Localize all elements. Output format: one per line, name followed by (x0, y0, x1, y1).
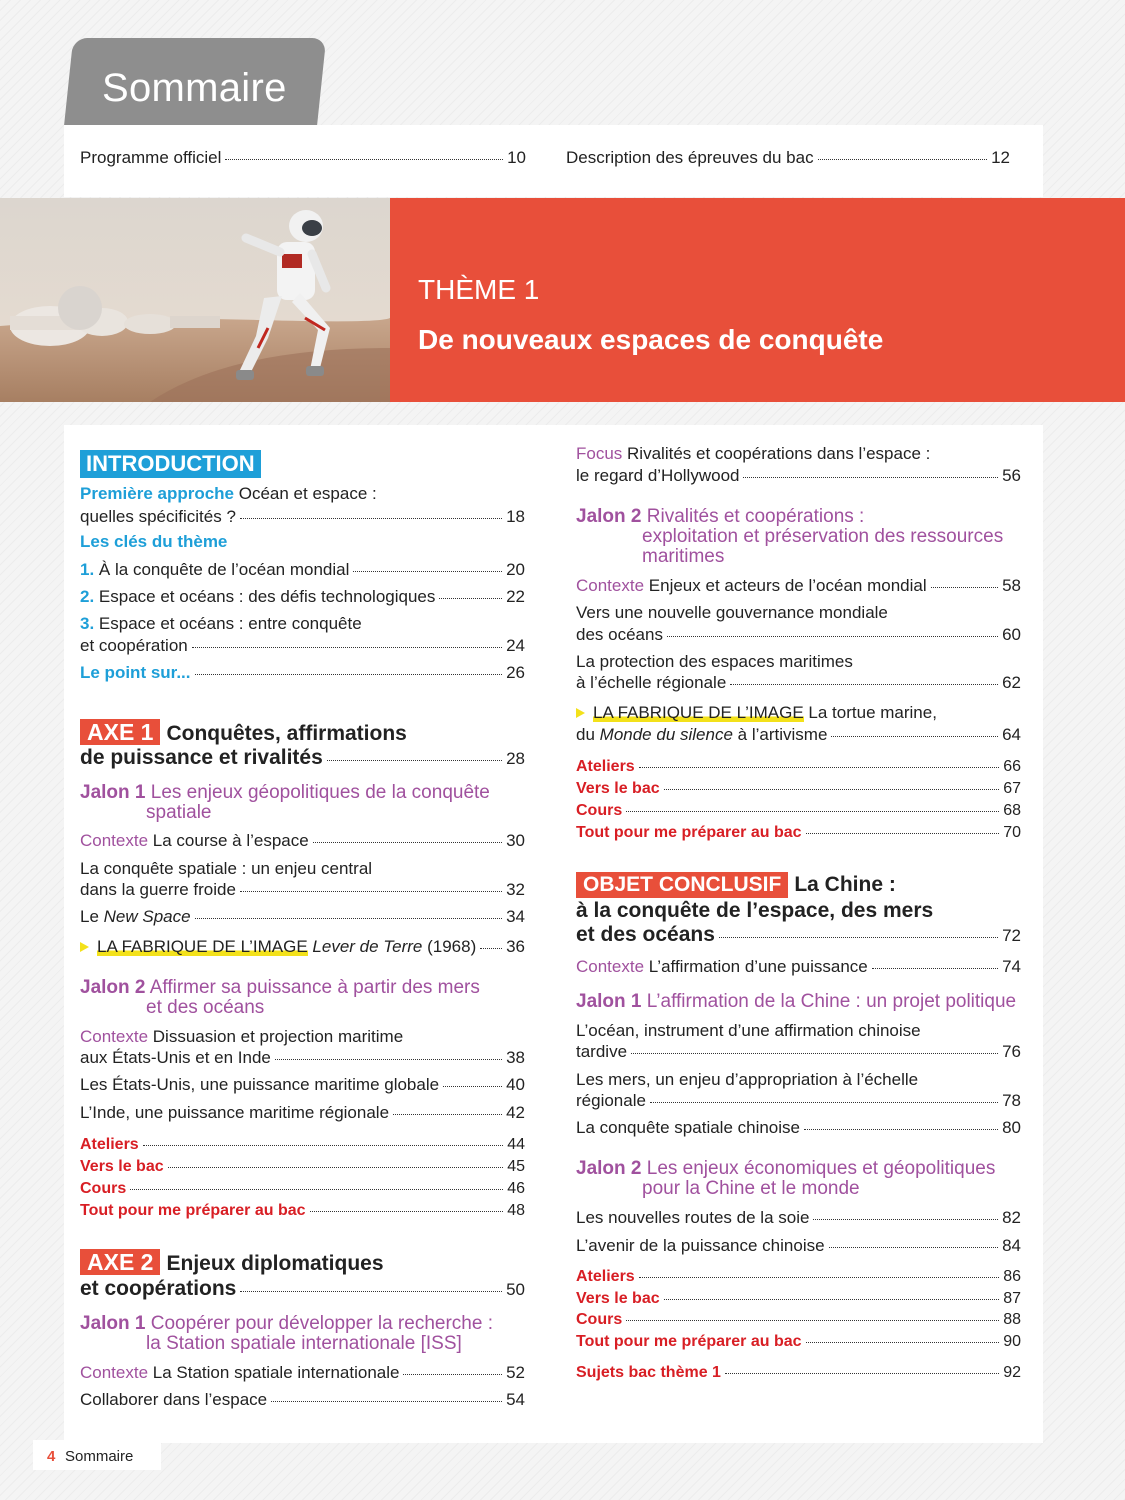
toc-entry[interactable]: Programme officiel 10 (80, 148, 526, 167)
toc-entry[interactable]: Cours 46 (80, 1180, 525, 1197)
toc-entry[interactable]: Les États-Unis, une puissance maritime globale 40 (80, 1075, 525, 1094)
toc-entry[interactable]: et des océans 72 (576, 923, 1021, 946)
theme-label: THÈME 1 (418, 274, 540, 305)
astronaut-photo (0, 198, 390, 402)
toc-entry[interactable]: Contexte La Station spatiale internationale 52 (80, 1363, 525, 1382)
toc-entry[interactable]: Collaborer dans l’espace 54 (80, 1390, 525, 1409)
theme-photo (0, 198, 390, 402)
toc-entry[interactable]: L’Inde, une puissance maritime régionale 42 (80, 1103, 525, 1122)
toc-entry[interactable]: aux États-Unis et en Inde 38 (80, 1048, 525, 1067)
toc-entry[interactable]: Vers le bac 45 (80, 1158, 525, 1175)
toc-entry[interactable]: Les nouvelles routes de la soie 82 (576, 1208, 1021, 1227)
toc-entry[interactable]: Vers une nouvelle gouvernance mondiale (576, 603, 888, 622)
toc-entry[interactable]: à l’échelle régionale 62 (576, 673, 1021, 692)
intro-heading: INTRODUCTION (80, 450, 261, 478)
toc-entry[interactable]: Le point sur... 26 (80, 663, 525, 682)
toc-entry[interactable]: le regard d’Hollywood 56 (576, 466, 1021, 485)
toc-entry[interactable]: Ateliers 66 (576, 758, 1021, 775)
jalon-heading[interactable]: Jalon 1 Coopérer pour développer la recherche : la Station spatiale internationale [ISS] (80, 1313, 493, 1354)
toc-entry[interactable]: L’océan, instrument d’une affirmation chinoise (576, 1021, 921, 1040)
right-column (576, 425, 1021, 1425)
toc-entry[interactable]: de puissance et rivalités 28 (80, 746, 525, 769)
fabrique-entry[interactable]: LA FABRIQUE DE L’IMAGE Lever de Terre (1968) 36 (80, 936, 525, 958)
page-title: Sommaire (102, 66, 287, 110)
triangle-icon (80, 942, 89, 952)
toc-entry[interactable]: Contexte L’affirmation d’une puissance 74 (576, 957, 1021, 976)
toc-entry[interactable]: L’avenir de la puissance chinoise 84 (576, 1236, 1021, 1255)
toc-entry[interactable]: du Monde du silence à l’artivisme 64 (576, 725, 1021, 744)
toc-entry[interactable]: 2. Espace et océans : des défis technologiques 22 (80, 587, 525, 606)
cles-heading: Les clés du thème (80, 532, 228, 551)
toc-entry[interactable]: Les mers, un enjeu d’appropriation à l’échelle (576, 1070, 919, 1089)
toc-entry[interactable]: Ateliers 86 (576, 1268, 1021, 1285)
jalon-heading[interactable]: Jalon 2 Rivalités et coopérations : exploitation et préservation des ressources maritimes (576, 506, 1004, 567)
theme-title: De nouveaux espaces de conquête (418, 324, 884, 355)
top-entries (64, 125, 1043, 197)
left-column (80, 425, 525, 1425)
axe2-heading[interactable]: AXE 2 Enjeux diplomatiques (80, 1249, 525, 1277)
footer-label: Sommaire (65, 1448, 134, 1465)
theme-banner (390, 198, 1125, 402)
toc-entry[interactable]: 3. Espace et océans : entre conquête (80, 614, 362, 633)
toc-entry[interactable]: Contexte Enjeux et acteurs de l’océan mondial 58 (576, 576, 1021, 595)
toc-entry[interactable]: Tout pour me préparer au bac 90 (576, 1333, 1021, 1350)
jalon-heading[interactable]: Jalon 1 L’affirmation de la Chine : un projet politique (576, 991, 1017, 1012)
toc-entry[interactable]: tardive 76 (576, 1042, 1021, 1061)
toc-entry[interactable]: Cours 68 (576, 802, 1021, 819)
toc-entry[interactable]: Cours 88 (576, 1311, 1021, 1328)
toc-entry[interactable]: Focus Rivalités et coopérations dans l’espace : (576, 444, 931, 463)
toc-entry[interactable]: Le New Space 34 (80, 907, 525, 926)
toc-entry[interactable]: Ateliers 44 (80, 1136, 525, 1153)
jalon-heading[interactable]: Jalon 2 Affirmer sa puissance à partir des mers et des océans (80, 977, 480, 1018)
toc-entry[interactable]: Contexte Dissuasion et projection maritime (80, 1027, 404, 1046)
jalon-heading[interactable]: Jalon 2 Les enjeux économiques et géopolitiques pour la Chine et le monde (576, 1158, 996, 1199)
toc-entry[interactable]: Tout pour me préparer au bac 70 (576, 824, 1021, 841)
toc-entry[interactable]: La protection des espaces maritimes (576, 652, 853, 671)
jalon-heading[interactable]: Jalon 1 Les enjeux géopolitiques de la conquête spatiale (80, 782, 490, 823)
footer-page-number: 4 (47, 1448, 56, 1465)
toc-entry[interactable]: quelles spécificités ? 18 (80, 507, 525, 526)
toc-entry[interactable]: Contexte La course à l’espace 30 (80, 831, 525, 850)
toc-entry[interactable]: et coopération 24 (80, 636, 525, 655)
toc-entry[interactable]: La conquête spatiale : un enjeu central (80, 859, 373, 878)
toc-entry[interactable]: et coopérations 50 (80, 1277, 525, 1300)
triangle-icon (576, 708, 585, 718)
fabrique-entry[interactable]: LA FABRIQUE DE L’IMAGE La tortue marine, (576, 702, 1021, 724)
objet-conclusif-line: à la conquête de l’espace, des mers (576, 899, 934, 922)
toc-body (64, 425, 1043, 1443)
toc-entry[interactable]: régionale 78 (576, 1091, 1021, 1110)
toc-entry[interactable]: Description des épreuves du bac 12 (566, 148, 1010, 167)
axe1-heading[interactable]: AXE 1 Conquêtes, affirmations (80, 719, 525, 747)
toc-entry[interactable]: Première approche Océan et espace : (80, 484, 377, 503)
toc-entry[interactable]: Tout pour me préparer au bac 48 (80, 1202, 525, 1219)
toc-entry[interactable]: Sujets bac thème 1 92 (576, 1364, 1021, 1381)
objet-conclusif-heading[interactable]: OBJET CONCLUSIF La Chine : (576, 872, 1021, 898)
toc-entry[interactable]: 1. À la conquête de l’océan mondial 20 (80, 560, 525, 579)
toc-entry[interactable]: des océans 60 (576, 625, 1021, 644)
toc-entry[interactable]: Vers le bac 87 (576, 1290, 1021, 1307)
toc-entry[interactable]: dans la guerre froide 32 (80, 880, 525, 899)
toc-entry[interactable]: Vers le bac 67 (576, 780, 1021, 797)
toc-entry[interactable]: La conquête spatiale chinoise 80 (576, 1118, 1021, 1137)
